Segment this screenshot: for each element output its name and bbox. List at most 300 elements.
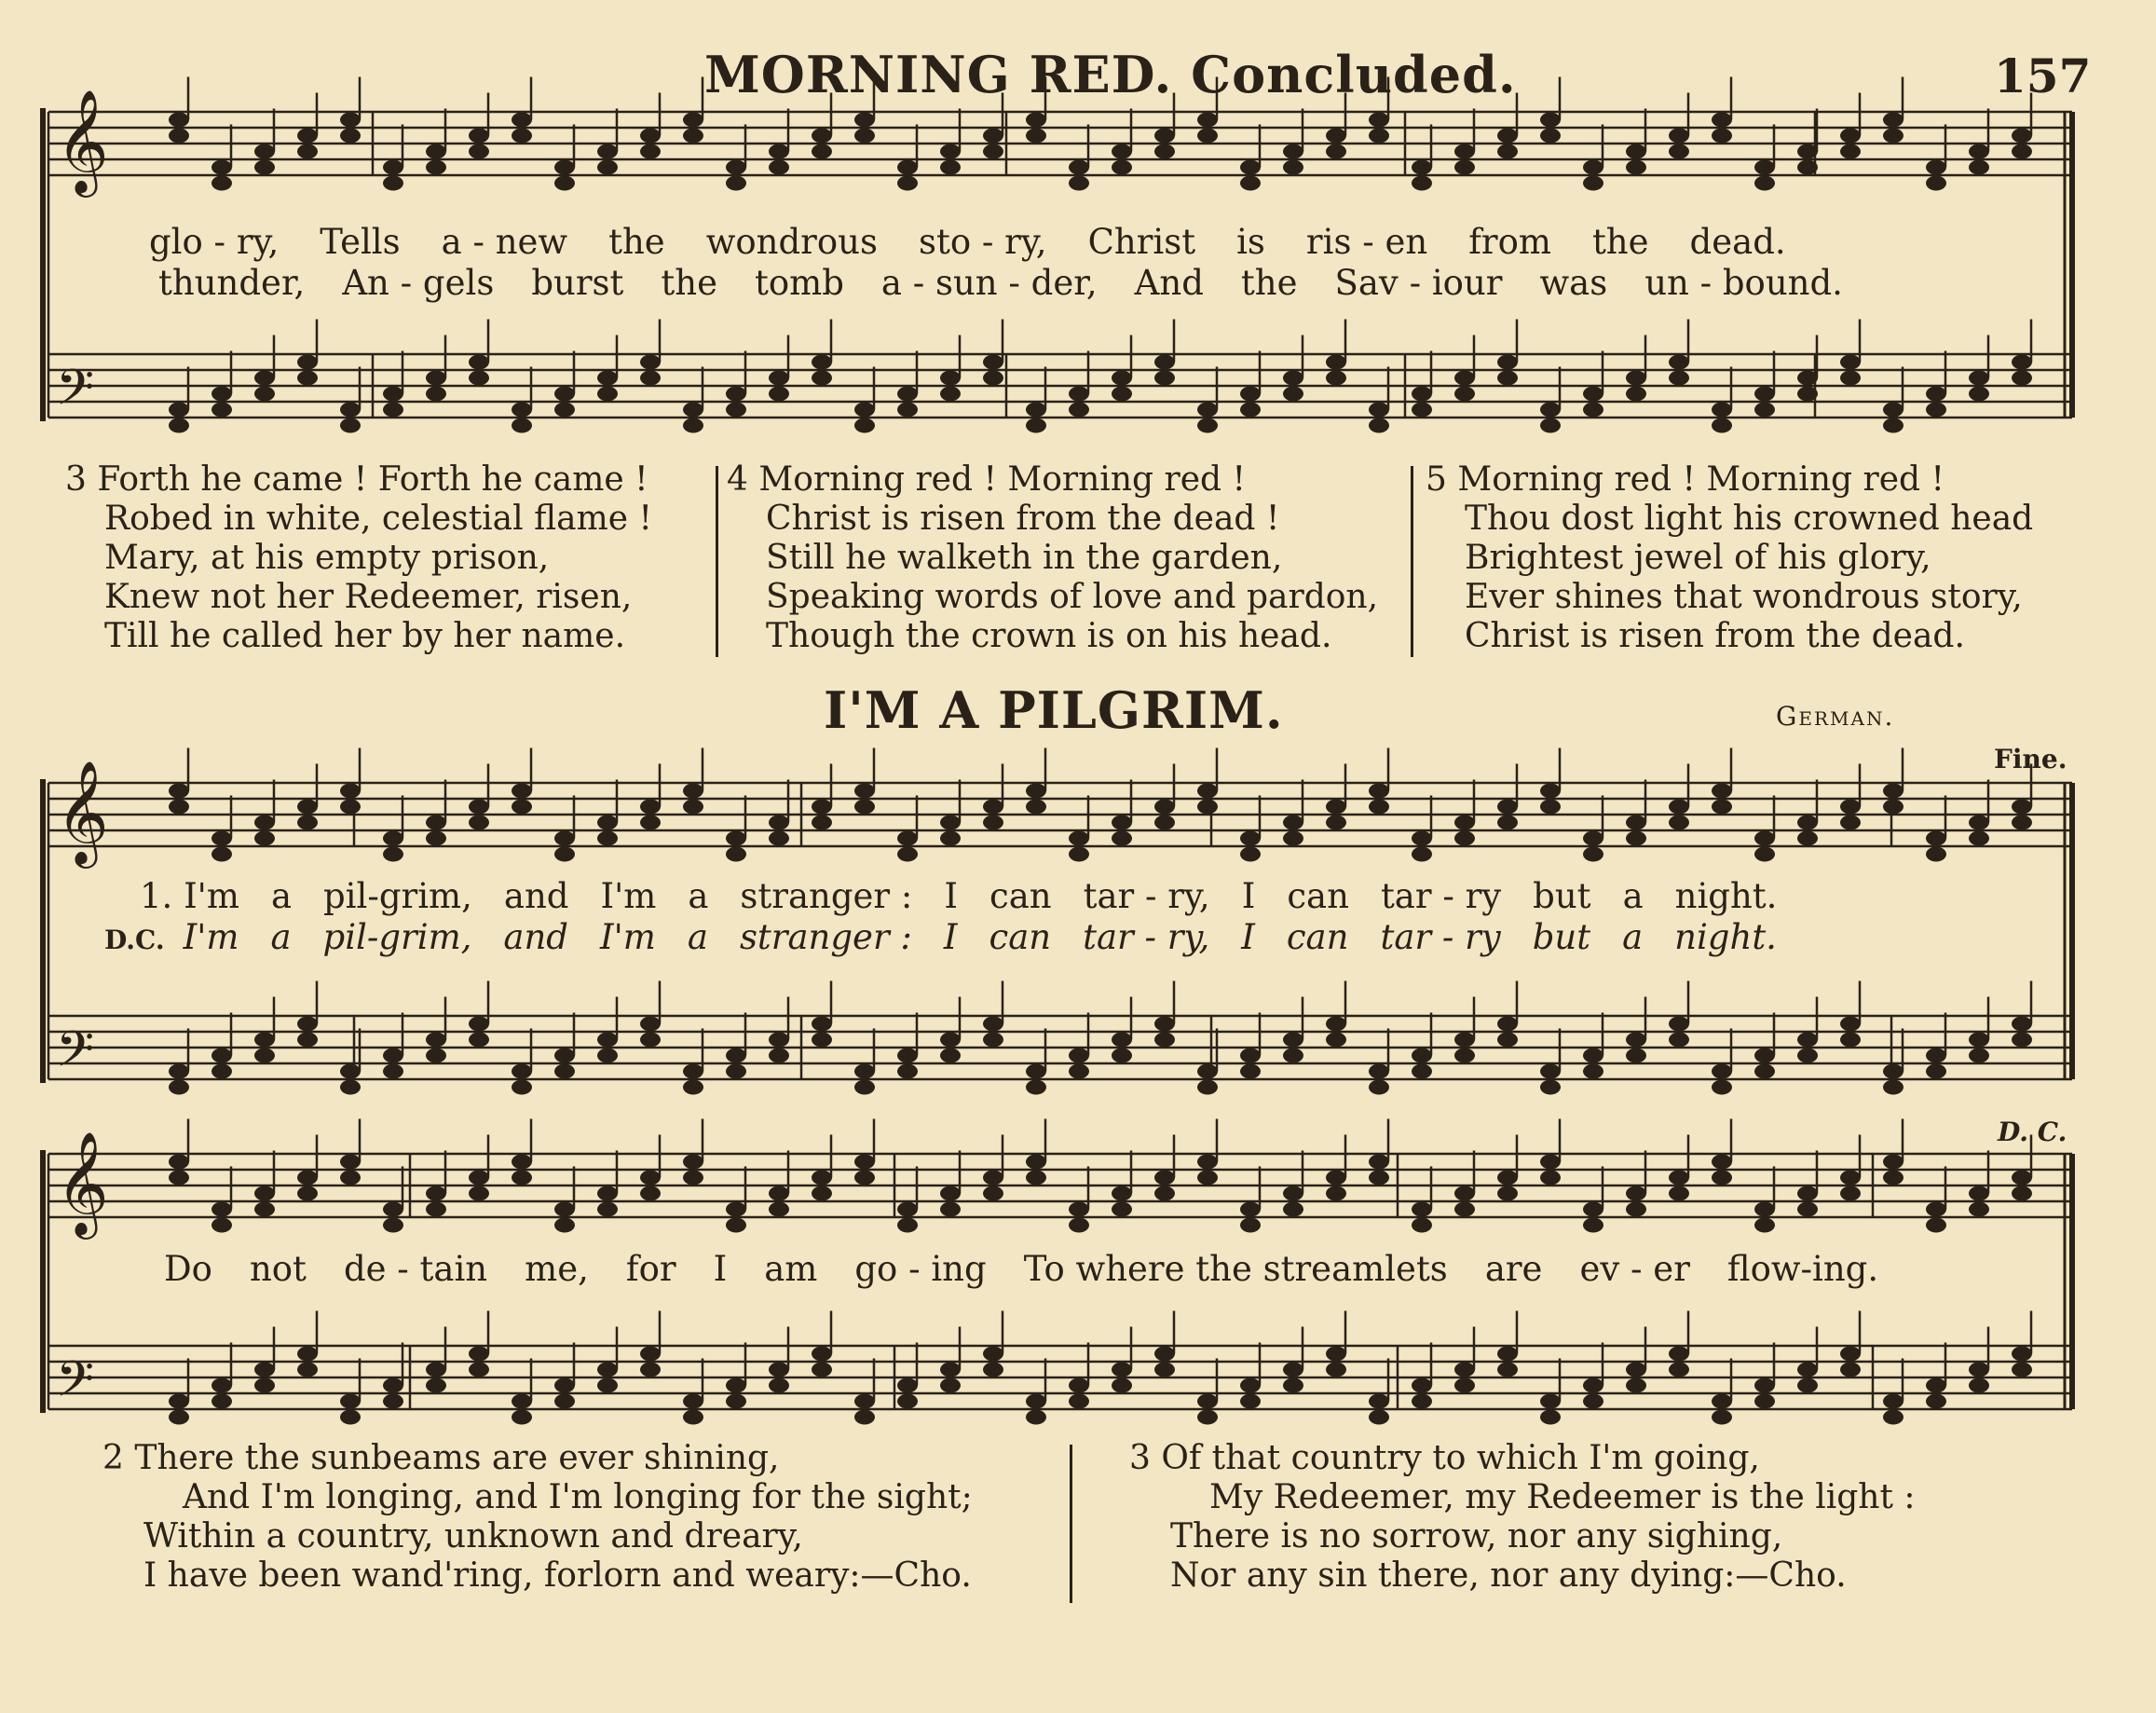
lyric-word: and [503, 876, 569, 916]
verse-line: Still he walketh in the garden, [766, 539, 1283, 577]
note-head [1154, 800, 1175, 815]
note-head [597, 1202, 618, 1217]
note-head [1583, 1378, 1603, 1393]
note-head [1197, 1171, 1218, 1185]
note-head [1454, 1363, 1475, 1377]
note-head [340, 418, 361, 433]
note-head [554, 1378, 575, 1393]
note-head [1240, 1202, 1261, 1217]
note-head [983, 1171, 1003, 1185]
note-head [1840, 815, 1861, 830]
note-head [469, 815, 489, 830]
note-head [1283, 1186, 1303, 1201]
note-head [683, 113, 703, 128]
note-head [1454, 144, 1475, 159]
note-head [383, 387, 403, 402]
note-head [469, 144, 489, 159]
note-head [1583, 176, 1603, 191]
note-head [340, 113, 361, 128]
note-head [512, 403, 532, 418]
note-head [469, 371, 489, 386]
lyric-word: a [1622, 876, 1644, 916]
treble-clef-icon: 𝄞 [56, 1131, 109, 1235]
note-head [683, 129, 703, 144]
note-head [169, 403, 189, 418]
note-head [983, 815, 1003, 830]
note-head [640, 1171, 661, 1185]
note-head [812, 1171, 832, 1185]
lyric-word: de - tain [343, 1249, 488, 1289]
note-head [897, 1202, 918, 1217]
note-head [726, 176, 746, 191]
note-head [1369, 1171, 1389, 1185]
note-head [597, 387, 618, 402]
lyric-word: me, [525, 1249, 589, 1289]
lyric-word: a [1622, 917, 1644, 957]
note-head [1583, 1218, 1603, 1233]
verse-line: 5 Morning red ! Morning red ! [1426, 460, 1944, 499]
lyric-word: I [944, 876, 958, 916]
note-head [1583, 387, 1603, 402]
note-head [1369, 1155, 1389, 1170]
note-head [169, 1080, 189, 1095]
page-title-morning-red: MORNING RED. Concluded. [704, 45, 1517, 104]
note-head [383, 176, 403, 191]
note-head [1669, 355, 1689, 370]
note-head [426, 1202, 446, 1217]
note-head [1626, 831, 1646, 846]
lyric-word: stranger : [739, 917, 912, 957]
dc-mark: D. C. [1998, 1117, 2067, 1147]
note-head [512, 1171, 532, 1185]
note-head [683, 1080, 703, 1095]
note-head [726, 831, 746, 846]
note-head [1112, 1202, 1132, 1217]
note-head [640, 1033, 661, 1048]
note-head [1797, 144, 1818, 159]
note-head [1669, 815, 1689, 830]
note-head [897, 387, 918, 402]
note-head [1412, 1218, 1432, 1233]
note-head [726, 847, 746, 862]
note-head [1712, 784, 1732, 799]
note-head [1540, 129, 1561, 144]
note-head [1069, 1218, 1089, 1233]
note-head [1926, 403, 1946, 418]
note-head [1069, 176, 1089, 191]
note-head [2012, 1347, 2032, 1362]
note-head [1197, 113, 1218, 128]
note-head [1883, 1155, 1904, 1170]
verse-line: Within a country, unknown and dreary, [143, 1517, 803, 1555]
note-head [897, 847, 918, 862]
note-head [1026, 418, 1046, 433]
lyric-word: An - gels [342, 263, 495, 303]
note-head [1154, 371, 1175, 386]
note-head [1797, 1186, 1818, 1201]
note-head [1069, 160, 1089, 175]
note-head [297, 800, 318, 815]
note-head [1626, 1033, 1646, 1048]
lyric-word: the [608, 222, 665, 262]
note-head [1326, 1186, 1346, 1201]
note-head [1626, 1202, 1646, 1217]
note-head [769, 1363, 789, 1377]
page-title-pilgrim: I'M A PILGRIM. [824, 680, 1284, 740]
note-head [2012, 1017, 2032, 1032]
note-head [1412, 847, 1432, 862]
note-head [554, 1394, 575, 1409]
note-head [1754, 1202, 1775, 1217]
note-head [426, 160, 446, 175]
note-head [469, 1171, 489, 1185]
note-head [554, 176, 575, 191]
note-head [1412, 1378, 1432, 1393]
note-head [940, 387, 961, 402]
note-head [1669, 144, 1689, 159]
note-head [1797, 1363, 1818, 1377]
note-head [940, 144, 961, 159]
note-head [1754, 176, 1775, 191]
note-head [897, 176, 918, 191]
note-head [897, 1378, 918, 1393]
lyric-word: pil-grim, [323, 876, 472, 916]
note-head [1669, 1186, 1689, 1201]
note-head [1797, 1048, 1818, 1063]
note-head [1369, 1080, 1389, 1095]
note-head [2012, 355, 2032, 370]
dc-label: D.C. [104, 925, 165, 955]
note-head [683, 800, 703, 815]
note-head [383, 403, 403, 418]
note-head [1369, 1064, 1389, 1079]
lyric-word: I'm [600, 917, 656, 957]
lyric-word: burst [531, 263, 624, 303]
note-head [297, 129, 318, 144]
note-head [1540, 1064, 1561, 1079]
verse-line: There is no sorrow, nor any sighing, [1170, 1517, 1783, 1555]
note-head [854, 1410, 875, 1425]
note-head [1626, 1363, 1646, 1377]
note-head [769, 1202, 789, 1217]
note-head [1540, 800, 1561, 815]
note-head [597, 831, 618, 846]
note-head [983, 1033, 1003, 1048]
note-head [426, 1363, 446, 1377]
note-head [1326, 371, 1346, 386]
note-head [1412, 831, 1432, 846]
note-head [854, 1155, 875, 1170]
lyric-word: from [1468, 222, 1551, 262]
note-head [1926, 1394, 1946, 1409]
note-head [1369, 113, 1389, 128]
verse-divider [1411, 466, 1413, 657]
note-head [940, 160, 961, 175]
note-head [1154, 355, 1175, 370]
note-head [1926, 176, 1946, 191]
note-head [1497, 144, 1518, 159]
note-head [1583, 831, 1603, 846]
note-head [1326, 144, 1346, 159]
note-head [254, 371, 275, 386]
note-head [983, 144, 1003, 159]
note-head [554, 831, 575, 846]
verse-line: Knew not her Redeemer, risen, [104, 578, 633, 616]
note-head [1112, 1378, 1132, 1393]
bass-clef-icon: 𝄢 [56, 1351, 95, 1420]
lyric-word: for [625, 1249, 676, 1289]
note-head [1797, 371, 1818, 386]
note-head [640, 815, 661, 830]
note-head [469, 1033, 489, 1048]
note-head [1883, 113, 1904, 128]
note-head [1540, 1171, 1561, 1185]
note-head [1969, 1363, 1989, 1377]
note-head [983, 129, 1003, 144]
note-head [1540, 113, 1561, 128]
note-head [1497, 1186, 1518, 1201]
note-head [1240, 1394, 1261, 1409]
note-head [1754, 1064, 1775, 1079]
note-head [1669, 371, 1689, 386]
lyric-word: flow-ing. [1726, 1249, 1879, 1289]
note-head [1283, 831, 1303, 846]
note-head [812, 1363, 832, 1377]
lyric-word: pil-grim, [322, 917, 472, 957]
note-head [340, 1410, 361, 1425]
lyric-word: un - bound. [1644, 263, 1843, 303]
note-head [554, 847, 575, 862]
note-head [1540, 1394, 1561, 1409]
note-head [683, 1155, 703, 1170]
note-head [1926, 387, 1946, 402]
note-head [1154, 1186, 1175, 1201]
note-head [254, 815, 275, 830]
lyric-word: tomb [754, 263, 844, 303]
note-head [1026, 784, 1046, 799]
note-head [1240, 387, 1261, 402]
note-head [1797, 1378, 1818, 1393]
note-head [683, 1410, 703, 1425]
note-head [1712, 113, 1732, 128]
note-head [1969, 371, 1989, 386]
note-head [426, 815, 446, 830]
note-head [212, 403, 232, 418]
verse-line: Nor any sin there, nor any dying:—Cho. [1170, 1556, 1847, 1595]
note-head [1069, 847, 1089, 862]
note-head [1969, 1186, 1989, 1201]
note-head [340, 403, 361, 418]
note-head [640, 129, 661, 144]
note-head [1540, 1155, 1561, 1170]
lyric-word: can [989, 917, 1052, 957]
note-head [1326, 1033, 1346, 1048]
note-head [1754, 387, 1775, 402]
lyric-word: not [249, 1249, 307, 1289]
note-head [769, 160, 789, 175]
note-head [1454, 1186, 1475, 1201]
pilgrim-verse-2 [102, 1439, 973, 1596]
note-head [1112, 144, 1132, 159]
note-head [426, 831, 446, 846]
note-head [297, 371, 318, 386]
note-head [297, 1171, 318, 1185]
note-head [1240, 847, 1261, 862]
note-head [1026, 1394, 1046, 1409]
note-head [426, 144, 446, 159]
note-head [940, 1202, 961, 1217]
note-head [1112, 1048, 1132, 1063]
note-head [983, 800, 1003, 815]
note-head [297, 355, 318, 370]
verse-line: Christ is risen from the dead. [1465, 617, 1965, 655]
note-head [812, 1347, 832, 1362]
note-head [854, 1080, 875, 1095]
note-head [726, 1064, 746, 1079]
note-head [1754, 1378, 1775, 1393]
note-head [297, 1363, 318, 1377]
note-head [1969, 1048, 1989, 1063]
note-head [1840, 144, 1861, 159]
note-head [340, 1064, 361, 1079]
note-head [1283, 387, 1303, 402]
note-head [1969, 144, 1989, 159]
lyric-word: I [713, 1249, 728, 1289]
note-head [1754, 1048, 1775, 1063]
lyric-word: a - sun - der, [880, 263, 1098, 303]
note-head [383, 1218, 403, 1233]
note-head [1069, 1394, 1089, 1409]
verse-line: Christ is risen from the dead ! [766, 500, 1280, 538]
note-head [1540, 403, 1561, 418]
note-head [169, 1410, 189, 1425]
note-head [1283, 1033, 1303, 1048]
note-head [1240, 1218, 1261, 1233]
note-head [1026, 1171, 1046, 1185]
verse-line: Mary, at his empty prison, [104, 539, 550, 577]
note-head [383, 1394, 403, 1409]
note-head [1112, 160, 1132, 175]
note-head [2012, 1171, 2032, 1185]
note-head [1754, 1394, 1775, 1409]
verse-line: 2 There the sunbeams are ever shining, [102, 1439, 780, 1477]
note-head [1969, 160, 1989, 175]
lyric-word: Sav - iour [1334, 263, 1503, 303]
lyric-word: ev - er [1579, 1249, 1690, 1289]
note-head [1026, 800, 1046, 815]
note-head [1069, 831, 1089, 846]
note-head [1883, 403, 1904, 418]
note-head [597, 1048, 618, 1063]
note-head [1883, 129, 1904, 144]
note-head [554, 1048, 575, 1063]
verse-line: My Redeemer, my Redeemer is the light : [1209, 1478, 1916, 1516]
note-head [1669, 1171, 1689, 1185]
note-head [1283, 1363, 1303, 1377]
note-head [1369, 1394, 1389, 1409]
note-head [1412, 160, 1432, 175]
note-head [1754, 160, 1775, 175]
note-head [340, 1080, 361, 1095]
note-head [940, 1378, 961, 1393]
note-head [1497, 1017, 1518, 1032]
note-head [1840, 1363, 1861, 1377]
note-head [640, 1017, 661, 1032]
lyric-word: can [989, 876, 1052, 916]
note-head [1369, 418, 1389, 433]
note-head [297, 1186, 318, 1201]
note-head [769, 1186, 789, 1201]
note-head [1754, 831, 1775, 846]
note-head [812, 1017, 832, 1032]
morning-red-verse-5 [1426, 460, 2033, 656]
note-head [1497, 815, 1518, 830]
note-head [769, 815, 789, 830]
note-head [1626, 371, 1646, 386]
note-head [940, 815, 961, 830]
note-head [2012, 144, 2032, 159]
note-head [1412, 176, 1432, 191]
note-head [1197, 403, 1218, 418]
note-head [940, 1033, 961, 1048]
note-head [512, 1410, 532, 1425]
note-head [1669, 1363, 1689, 1377]
note-head [1926, 1064, 1946, 1079]
note-head [1112, 815, 1132, 830]
note-head [812, 1033, 832, 1048]
note-head [640, 1363, 661, 1377]
note-head [1583, 1048, 1603, 1063]
note-head [554, 387, 575, 402]
note-head [1197, 1410, 1218, 1425]
note-head [169, 1171, 189, 1185]
note-head [940, 831, 961, 846]
note-head [1497, 371, 1518, 386]
note-head [212, 387, 232, 402]
note-head [1583, 1394, 1603, 1409]
note-head [2012, 1033, 2032, 1048]
note-head [1026, 129, 1046, 144]
note-head [683, 1171, 703, 1185]
note-head [1712, 1155, 1732, 1170]
note-head [1240, 176, 1261, 191]
note-head [254, 1363, 275, 1377]
morning-red-verse-4 [727, 460, 1378, 656]
note-head [426, 1033, 446, 1048]
note-head [812, 815, 832, 830]
note-head [512, 800, 532, 815]
lyric-word: stranger : [740, 876, 913, 916]
note-head [1326, 1171, 1346, 1185]
note-head [383, 831, 403, 846]
note-head [254, 1186, 275, 1201]
note-head [726, 1218, 746, 1233]
note-head [212, 1394, 232, 1409]
note-head [897, 1064, 918, 1079]
note-head [1154, 1033, 1175, 1048]
note-head [769, 831, 789, 846]
note-head [812, 1186, 832, 1201]
note-head [1926, 1048, 1946, 1063]
note-head [726, 1394, 746, 1409]
note-head [854, 800, 875, 815]
note-head [512, 418, 532, 433]
note-head [1840, 1033, 1861, 1048]
lyric-word: 1. I'm [140, 876, 239, 916]
note-head [1926, 831, 1946, 846]
note-head [812, 129, 832, 144]
note-head [1540, 784, 1561, 799]
